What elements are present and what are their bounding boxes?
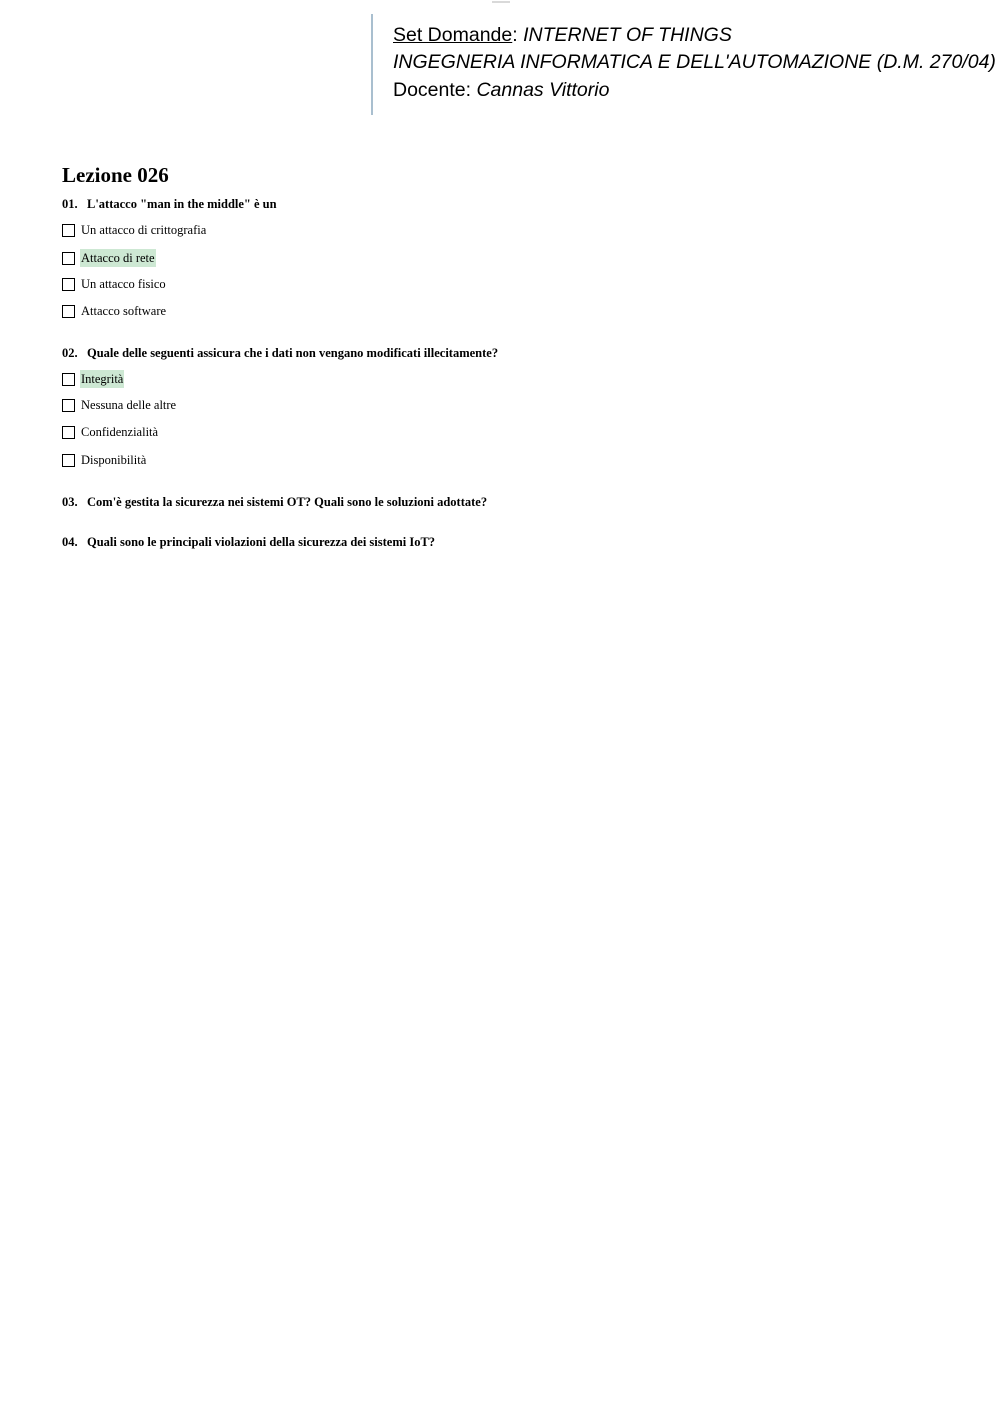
answer-label: Un attacco fisico xyxy=(81,277,166,291)
teacher-name: Cannas Vittorio xyxy=(476,79,610,101)
question-text: Quali sono le principali violazioni della sicurezza dei sistemi IoT? xyxy=(87,535,436,549)
answer-option[interactable] xyxy=(62,302,167,320)
answer-checkbox[interactable] xyxy=(62,373,75,386)
answer-label: Confidenzialità xyxy=(81,425,159,439)
answer-label-highlighted: Attacco di rete xyxy=(81,251,155,265)
answer-label: Disponibilità xyxy=(81,453,147,467)
question-text: Quale delle seguenti assicura che i dati non vengano modificati illecitamente? xyxy=(87,346,499,360)
answer-label: Attacco software xyxy=(81,304,167,318)
course-name: INGEGNERIA INFORMATICA E DELL'AUTOMAZIONE (D.M. 270/04) xyxy=(393,51,996,73)
answer-option-correct[interactable] xyxy=(62,370,124,388)
answer-option[interactable] xyxy=(62,423,159,441)
teacher-label: Docente: xyxy=(393,79,477,101)
question-text: Com'è gestita la sicurezza nei sistemi OT? Quali sono le soluzioni adottate? xyxy=(87,495,488,509)
answer-checkbox[interactable] xyxy=(62,252,75,265)
answer-label: Nessuna delle altre xyxy=(81,398,177,412)
answer-option[interactable] xyxy=(62,451,147,469)
answer-option[interactable] xyxy=(62,221,207,239)
answer-checkbox[interactable] xyxy=(62,426,75,439)
question-01 xyxy=(62,197,277,212)
page-header-mark xyxy=(492,1,510,3)
document-header xyxy=(371,14,996,115)
question-set-value: INTERNET OF THINGS xyxy=(523,24,732,46)
question-number: 04. xyxy=(62,535,78,549)
lesson-title: Lezione 026 xyxy=(62,163,169,187)
answer-option[interactable] xyxy=(62,396,177,414)
question-number: 02. xyxy=(62,346,78,360)
question-set-separator: : xyxy=(512,24,524,46)
question-number: 03. xyxy=(62,495,78,509)
question-03 xyxy=(62,495,487,510)
answer-option-correct[interactable] xyxy=(62,249,156,267)
answer-checkbox[interactable] xyxy=(62,305,75,318)
question-number: 01. xyxy=(62,197,78,211)
answer-label-highlighted: Integrità xyxy=(81,372,124,386)
answer-checkbox[interactable] xyxy=(62,224,75,237)
answer-checkbox[interactable] xyxy=(62,399,75,412)
question-set-line xyxy=(393,24,732,46)
answer-checkbox[interactable] xyxy=(62,278,75,291)
question-04 xyxy=(62,535,435,550)
answer-label: Un attacco di crittografia xyxy=(81,223,207,237)
answer-option[interactable] xyxy=(62,275,167,293)
question-set-label: Set Domande xyxy=(393,24,513,46)
question-text: L'attacco "man in the middle" è un xyxy=(87,197,277,211)
question-02 xyxy=(62,346,498,361)
answer-checkbox[interactable] xyxy=(62,454,75,467)
teacher-line xyxy=(393,79,609,101)
